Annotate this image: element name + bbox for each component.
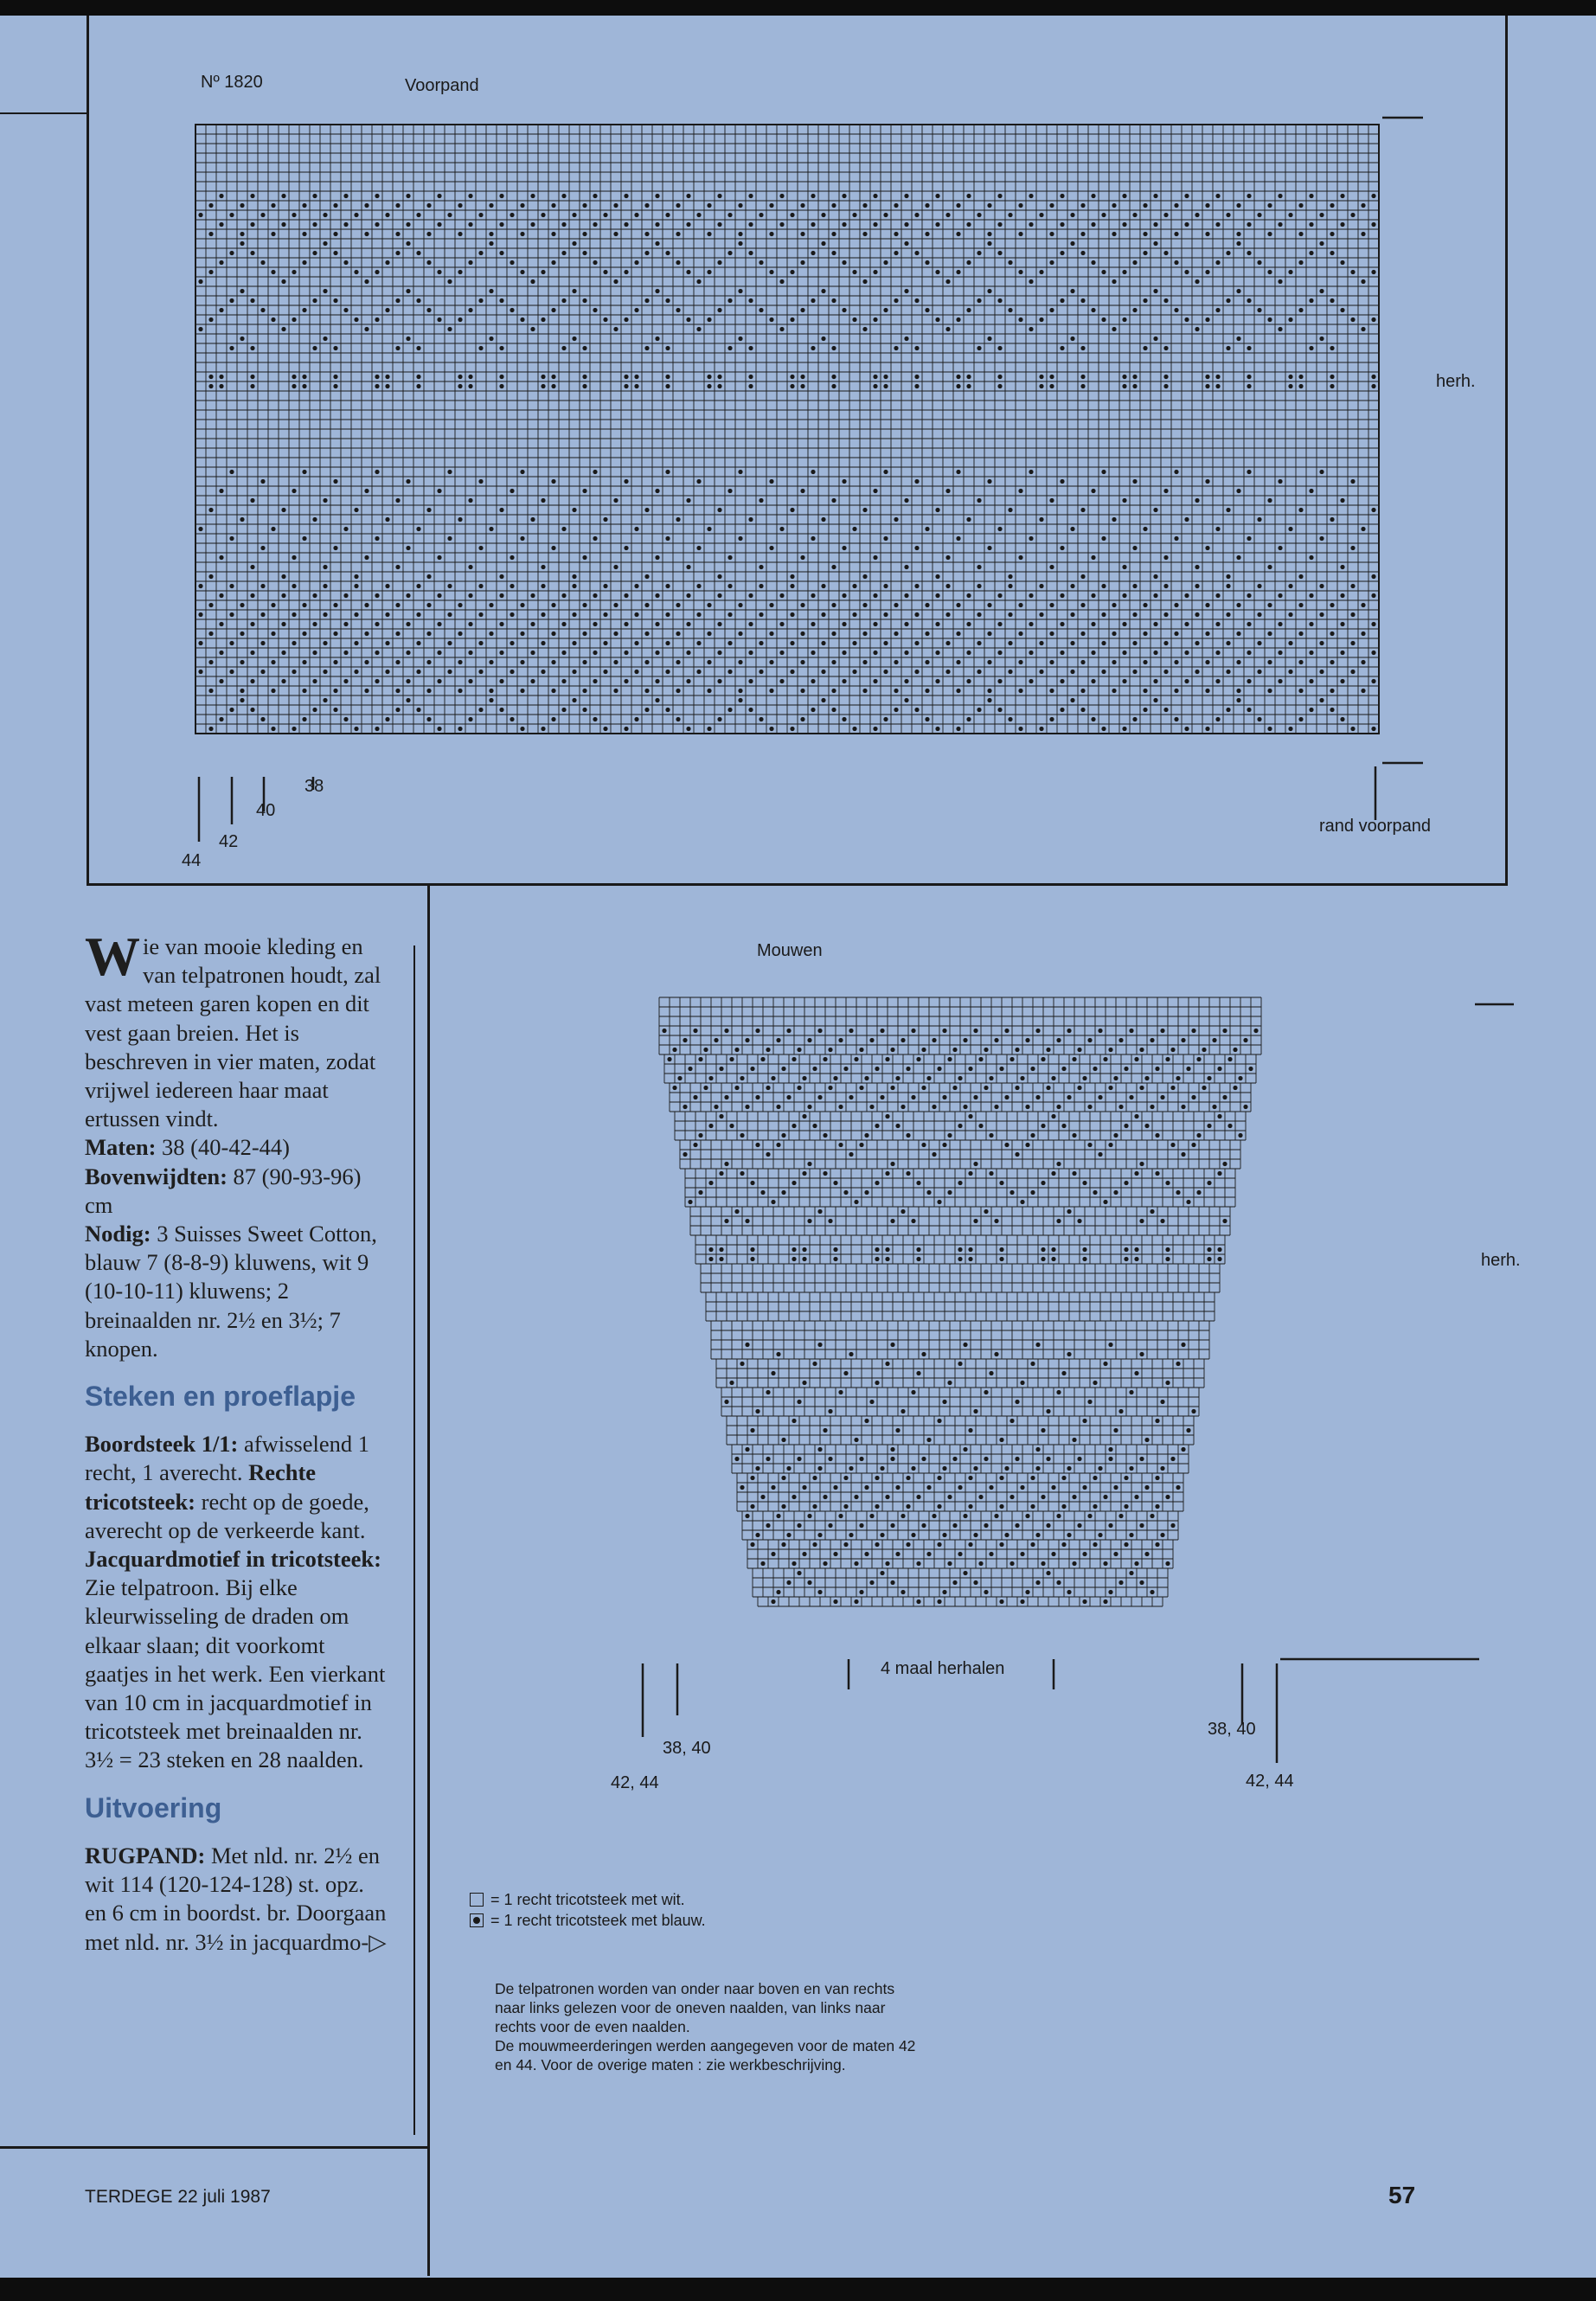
sleeve-mark-right-38-40: 38, 40 [1208, 1720, 1256, 1739]
widths-line: Bovenwijdten: 87 (90-93-96) cm [85, 1163, 362, 1218]
legend-white: = 1 recht tricotsteek met wit. [470, 1891, 685, 1909]
sleeve-mark-right-42-44: 42, 44 [1246, 1772, 1294, 1791]
size-mark-42: 42 [219, 832, 239, 851]
magazine-page [0, 16, 1596, 2278]
sizes-line: Maten: 38 (40-42-44) [85, 1134, 290, 1161]
sleeve-mark-left-38-40: 38, 40 [663, 1739, 711, 1758]
note-block [495, 1979, 915, 2074]
size-mark-40: 40 [256, 801, 276, 820]
sleeve-knitting-chart [0, 16, 1596, 1832]
materials-line: Nodig: 3 Suisses Sweet Cotton, blauw 7 (8-8-9) kluwens, wit 9 (10-10-11) kluwens; 2 breinaalden nr. 2½ en 3½; 7 knopen. [85, 1221, 377, 1362]
page-number: 57 [1388, 2182, 1416, 2208]
rib-stitch-paragraph: Boordsteek 1/1: afwisselend 1 recht, 1 averecht. Rechte tricotsteek: recht op de goede, averecht op de verkeerde kant. Jacquardmotief in tricotsteek: Zie telpatroon. Bij elke kleurwisseling de draden om elkaar slaan; dit voorkomt gaatjes in het werk. Een vierkant van 10 cm in jacquardmotief in tricotsteek met breinaalden nr. 3½ = 23 steken en 28 naalden. [85, 1431, 386, 1773]
drop-cap: W [85, 926, 140, 987]
note-line: en 44. Voor de overige maten : zie werkbeschrijving. [495, 2056, 846, 2073]
white-square-icon [470, 1893, 484, 1907]
size-mark-38: 38 [304, 777, 324, 796]
note-line: De mouwmeerderingen werden aangegeven voor de maten 42 [495, 2037, 916, 2054]
back-panel-paragraph: RUGPAND: Met nld. nr. 2½ en wit 114 (120-124-128) st. opz. en 6 cm in boordst. br. Doorgaan met nld. nr. 3½ in jacquardmo-▷ [85, 1842, 387, 1955]
pattern-number: Nº 1820 [201, 73, 263, 92]
sleeves-title: Mouwen [757, 941, 823, 960]
note-line: De telpatronen worden van onder naar boven en van rechts [495, 1980, 895, 1997]
section-heading-execution: Uitvoering [85, 1791, 222, 1823]
footer-issue: TERDEGE 22 juli 1987 [85, 2187, 271, 2207]
sleeve-repeat-label: herh. [1481, 1251, 1521, 1270]
frame-footer-rule [0, 2146, 428, 2149]
sleeve-grid-lines [659, 997, 1261, 1606]
sleeve-repeat-instruction: 4 maal herhalen [881, 1659, 1005, 1678]
front-panel-title: Voorpand [405, 76, 479, 95]
note-line: rechts voor de even naalden. [495, 2018, 690, 2035]
size-mark-44: 44 [182, 851, 202, 870]
sleeve-mark-left-42-44: 42, 44 [611, 1773, 659, 1792]
note-line: naar links gelezen voor de oneven naalden, van links naar [495, 1999, 886, 2016]
section-heading-stitches: Steken en proeflapje [85, 1381, 356, 1413]
sleeve-marker-lines [643, 1004, 1514, 1763]
intro-paragraph: Wie van mooie kleding en van telpatronen houdt, zal vast meteen garen kopen en dit vest gaan breien. Het is beschreven in vier maten, zodat vrijwel iedereen haar maat ertussen vindt. [85, 926, 381, 1132]
legend-white-text: 1 recht tricotsteek met wit. [503, 1891, 685, 1908]
front-repeat-label: herh. [1436, 372, 1476, 391]
filled-square-icon [470, 1913, 484, 1927]
front-edge-label: rand voorpand [1319, 817, 1431, 836]
legend-blue: = 1 recht tricotsteek met blauw. [470, 1912, 706, 1930]
legend-blue-text: 1 recht tricotsteek met blauw. [503, 1912, 706, 1929]
